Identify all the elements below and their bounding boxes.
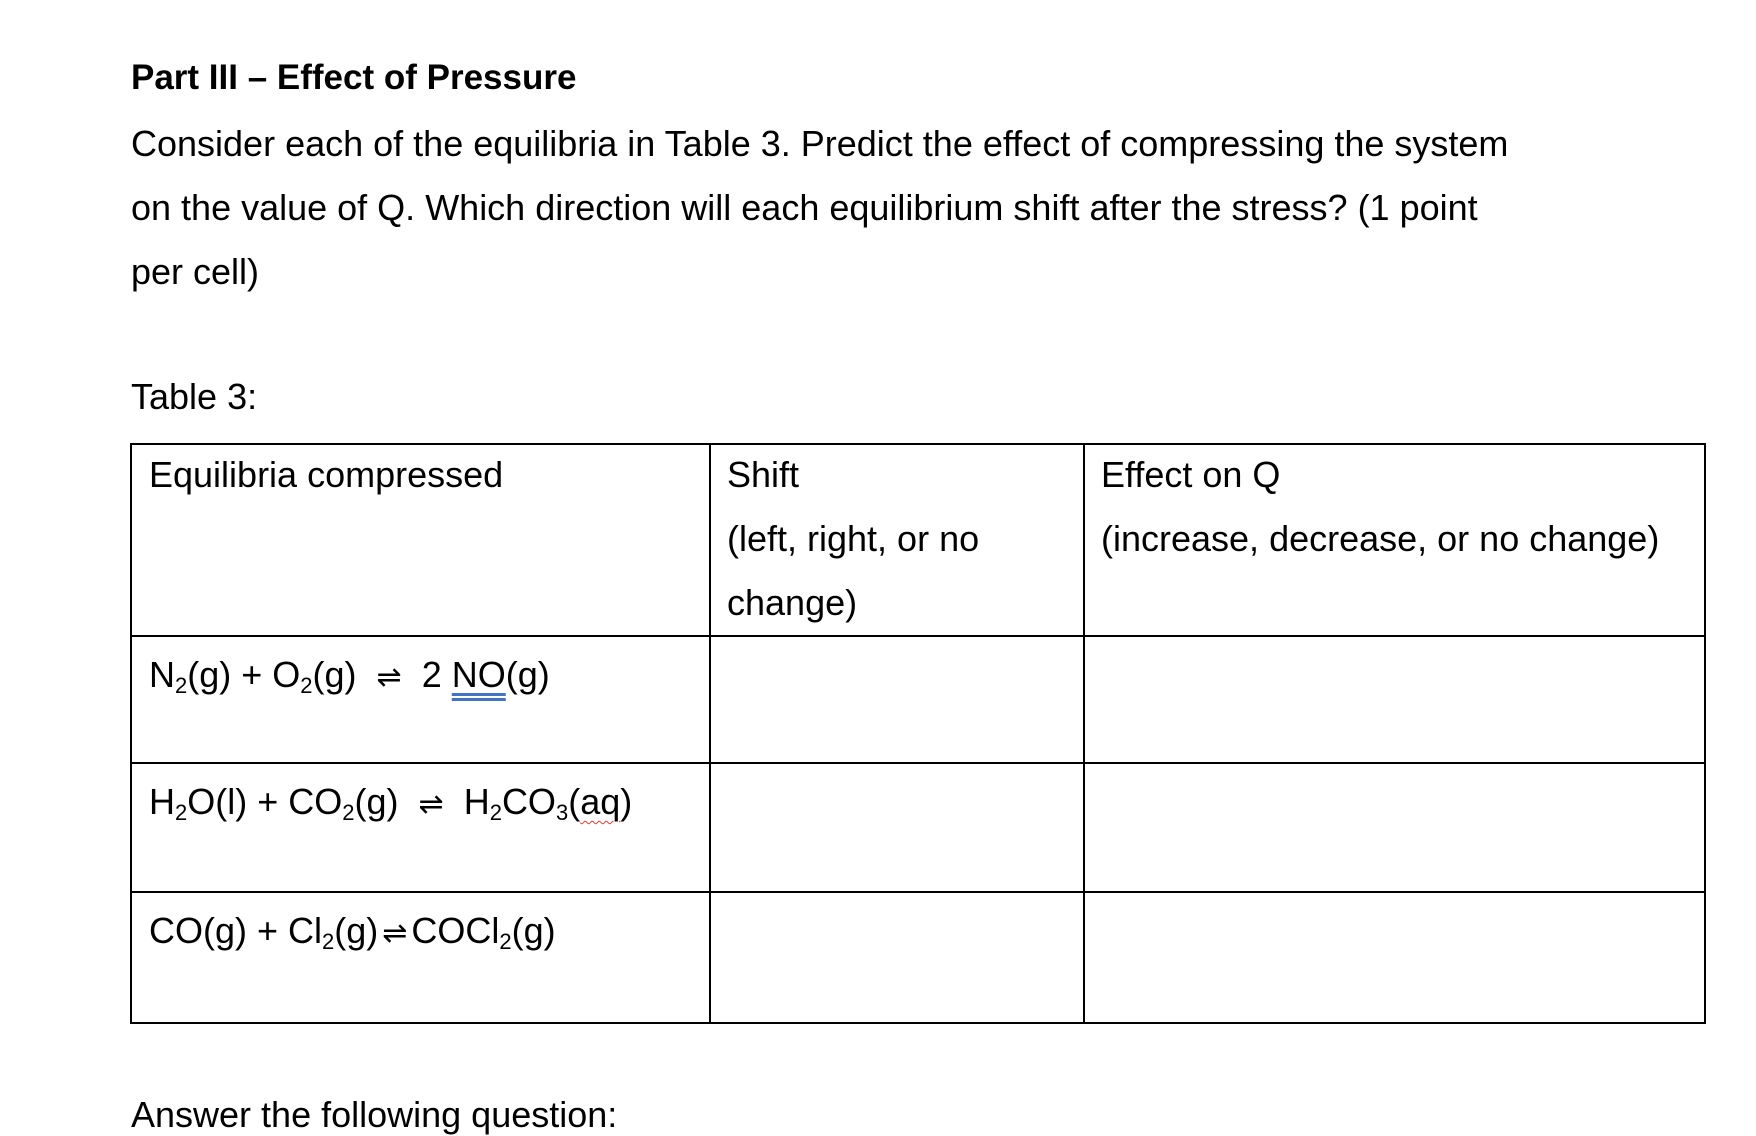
subscript: 2 bbox=[342, 800, 355, 825]
subscript: 2 bbox=[489, 800, 502, 825]
column-divider bbox=[1083, 445, 1085, 1022]
product-text: (g) bbox=[511, 910, 556, 951]
equilibrium-arrow-icon: ⇌ bbox=[418, 787, 444, 822]
reactant-text: (g) bbox=[354, 781, 399, 822]
instructions-line: Consider each of the equilibria in Table 3. Predict the effect of compressing the system bbox=[131, 123, 1509, 164]
equation-cell-3 bbox=[149, 909, 556, 956]
row-divider bbox=[132, 635, 1704, 637]
reactant-text: (g) + O bbox=[187, 654, 301, 695]
header-equilibria bbox=[149, 443, 503, 507]
equilibria-table bbox=[130, 443, 1706, 1024]
reactant-text: (g) bbox=[334, 910, 379, 951]
equilibrium-arrow-icon: ⇌ bbox=[382, 916, 408, 951]
reactant-text: (g) bbox=[312, 654, 357, 695]
instructions-paragraph bbox=[131, 112, 1651, 304]
subscript: 2 bbox=[322, 929, 335, 954]
subscript: 2 bbox=[175, 673, 188, 698]
header-equilibria-label: Equilibria compressed bbox=[149, 454, 504, 495]
subscript: 2 bbox=[499, 929, 512, 954]
product-text: ( bbox=[568, 781, 581, 822]
header-shift-line: Shift bbox=[727, 454, 800, 495]
header-effect-line: Effect on Q bbox=[1101, 454, 1281, 495]
product-text: H bbox=[463, 781, 490, 822]
instructions-line: per cell) bbox=[131, 251, 260, 292]
product-text: NO bbox=[451, 654, 506, 695]
row-divider bbox=[132, 891, 1704, 893]
reactant-text: CO(g) + Cl bbox=[149, 910, 323, 951]
equilibrium-arrow-icon: ⇌ bbox=[376, 660, 402, 695]
answer-prompt: Answer the following question: bbox=[131, 1094, 618, 1135]
reactant-text: H bbox=[149, 781, 175, 822]
product-coefficient: 2 bbox=[421, 654, 452, 695]
instructions-line: on the value of Q. Which direction will each equilibrium shift after the stress? (1 point bbox=[131, 187, 1478, 228]
table-caption: Table 3: bbox=[131, 376, 258, 417]
equation-cell-1 bbox=[149, 653, 550, 700]
reactant-text: O(l) + CO bbox=[187, 781, 343, 822]
section-heading: Part III – Effect of Pressure bbox=[131, 58, 577, 97]
header-shift-line: (left, right, or no bbox=[727, 518, 980, 559]
subscript: 2 bbox=[300, 673, 313, 698]
product-text: (g) bbox=[505, 654, 550, 695]
header-shift-line: change) bbox=[727, 582, 858, 623]
equation-cell-2 bbox=[149, 780, 632, 827]
column-divider bbox=[709, 445, 711, 1022]
row-divider bbox=[132, 762, 1704, 764]
product-text: COCl bbox=[411, 910, 500, 951]
header-effect-line: (increase, decrease, or no change) bbox=[1101, 518, 1660, 559]
header-shift bbox=[727, 443, 979, 635]
product-state: aq bbox=[580, 781, 621, 822]
subscript: 2 bbox=[175, 800, 188, 825]
subscript: 3 bbox=[555, 800, 569, 825]
product-text: CO bbox=[501, 781, 556, 822]
reactant-text: N bbox=[149, 654, 175, 695]
product-text: ) bbox=[620, 781, 633, 822]
header-effect-q bbox=[1101, 443, 1659, 571]
